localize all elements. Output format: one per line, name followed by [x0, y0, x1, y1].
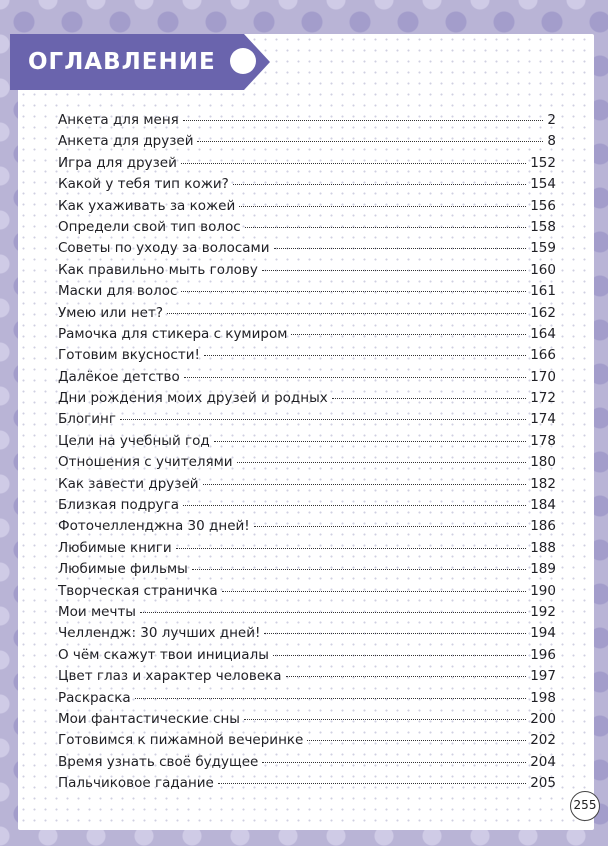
toc-item-page: 154	[530, 176, 556, 193]
toc-item[interactable]	[58, 390, 556, 411]
toc-item-title: Блогинг	[58, 411, 116, 428]
toc-item[interactable]	[58, 732, 556, 753]
toc-item-page: 194	[530, 625, 556, 642]
toc-item-page: 170	[530, 368, 556, 385]
toc-dot-leader	[262, 270, 526, 271]
toc-dot-leader	[183, 505, 526, 506]
toc-item-title: О чём скажут твои инициалы	[58, 646, 269, 663]
toc-item-page: 190	[530, 582, 556, 599]
toc-item-page: 164	[530, 325, 556, 342]
toc-item[interactable]	[58, 219, 556, 240]
toc-item-page: 152	[530, 154, 556, 171]
toc-dot-leader	[218, 783, 526, 784]
toc-item-page: 202	[530, 732, 556, 749]
toc-dot-leader	[264, 633, 526, 634]
toc-item[interactable]	[58, 411, 556, 432]
toc-dot-leader	[237, 462, 527, 463]
toc-item[interactable]	[58, 454, 556, 475]
toc-item-title: Анкета для меня	[58, 112, 179, 128]
toc-item-title: Челлендж: 30 лучших дней!	[58, 625, 261, 642]
toc-item[interactable]	[58, 347, 556, 368]
toc-item-page: 156	[530, 197, 556, 214]
toc-item-page: 204	[530, 753, 556, 770]
toc-dot-leader	[183, 120, 544, 121]
toc-item-page: 2	[547, 112, 556, 128]
toc-item-title: Любимые фильмы	[58, 561, 188, 578]
toc-item[interactable]	[58, 690, 556, 711]
toc-item-page: 159	[530, 240, 556, 257]
toc-item-page: 184	[530, 497, 556, 514]
toc-item-title: Как ухаживать за кожей	[58, 197, 236, 214]
toc-item-page: 189	[530, 561, 556, 578]
toc-dot-leader	[273, 655, 526, 656]
toc-dot-leader	[222, 591, 527, 592]
page-number-badge: 255	[570, 791, 600, 821]
toc-item-page: 197	[530, 668, 556, 685]
toc-item-title: Любимые книги	[58, 539, 172, 556]
toc-item-page: 186	[530, 518, 556, 535]
toc-item-title: Мои мечты	[58, 603, 136, 620]
toc-dot-leader	[239, 206, 526, 207]
toc-item[interactable]	[58, 754, 556, 775]
toc-item-title: Умею или нет?	[58, 304, 164, 321]
toc-item[interactable]	[58, 283, 556, 304]
toc-item-page: 180	[530, 454, 556, 471]
toc-item-page: 8	[547, 133, 556, 150]
toc-item-page: 196	[530, 646, 556, 663]
toc-item-page: 166	[530, 347, 556, 364]
toc-item-page: 178	[530, 432, 556, 449]
toc-item-title: Раскраска	[58, 689, 131, 706]
toc-item-title: Дни рождения моих друзей и родных	[58, 390, 328, 407]
toc-dot-leader	[203, 484, 527, 485]
toc-item-title: Цвет глаз и характер человека	[58, 668, 282, 685]
toc-dot-leader	[332, 398, 526, 399]
toc-item[interactable]	[58, 133, 556, 154]
toc-dot-leader	[176, 548, 527, 549]
toc-item-title: Мои фантастические сны	[58, 710, 240, 727]
toc-item-page: 205	[530, 775, 556, 792]
banner-dot-icon	[230, 48, 256, 74]
toc-dot-leader	[274, 248, 527, 249]
toc-item-title: Маски для волос	[58, 283, 178, 300]
toc-dot-leader	[286, 676, 527, 677]
toc-item-title: Готовимся к пижамной вечеринке	[58, 732, 304, 749]
toc-item[interactable]	[58, 647, 556, 668]
toc-item-title: Как завести друзей	[58, 475, 199, 492]
toc-item[interactable]	[58, 604, 556, 625]
toc-item[interactable]	[58, 583, 556, 604]
toc-item-title: Цели на учебный год	[58, 432, 210, 449]
toc-item[interactable]	[58, 198, 556, 219]
toc-item[interactable]	[58, 625, 556, 646]
toc-item-title: Советы по уходу за волосами	[58, 240, 270, 257]
toc-dot-leader	[291, 334, 526, 335]
toc-item-title: Фоточелленджна 30 дней!	[58, 518, 250, 535]
toc-item[interactable]	[58, 176, 556, 197]
toc-item-page: 200	[530, 710, 556, 727]
toc-item-page: 192	[530, 603, 556, 620]
toc-item-title: Игра для друзей	[58, 154, 177, 171]
toc-item-title: Далёкое детство	[58, 368, 180, 385]
toc-item-title: Близкая подруга	[58, 497, 180, 514]
toc-dot-leader	[192, 569, 526, 570]
toc-item[interactable]	[58, 240, 556, 261]
toc-dot-leader	[181, 163, 526, 164]
toc-dot-leader	[244, 719, 526, 720]
toc-item[interactable]	[58, 326, 556, 347]
toc-item[interactable]	[58, 305, 556, 326]
toc-item[interactable]	[58, 518, 556, 539]
toc-item-page: 158	[530, 218, 556, 235]
toc-item[interactable]	[58, 155, 556, 176]
toc-item[interactable]	[58, 476, 556, 497]
toc-dot-leader	[233, 184, 526, 185]
toc-dot-leader	[184, 377, 526, 378]
toc-item-page: 198	[530, 689, 556, 706]
toc-item-page: 162	[530, 304, 556, 321]
toc-item-title: Творческая страничка	[58, 582, 218, 599]
toc-dot-leader	[140, 612, 526, 613]
toc-item-title: Анкета для друзей	[58, 133, 194, 150]
toc-item-title: Время узнать своё будущее	[58, 753, 259, 770]
toc-item-page: 172	[530, 390, 556, 407]
toc-item[interactable]	[58, 262, 556, 283]
toc-dot-leader	[214, 441, 527, 442]
toc-dot-leader	[181, 291, 526, 292]
toc-dot-leader	[204, 355, 526, 356]
toc-item-title: Определи свой тип волос	[58, 218, 241, 235]
toc-item[interactable]	[58, 668, 556, 689]
toc-dot-leader	[167, 313, 526, 314]
toc-item-title: Готовим вкусности!	[58, 347, 200, 364]
toc-dot-leader	[254, 526, 527, 527]
toc-item-page: 182	[530, 475, 556, 492]
toc-item[interactable]	[58, 497, 556, 518]
toc-item-page: 160	[530, 261, 556, 278]
toc-item[interactable]	[58, 540, 556, 561]
toc-item-title: Какой у тебя тип кожи?	[58, 176, 229, 193]
toc-item-page: 188	[530, 539, 556, 556]
page-title: ОГЛАВЛЕНИЕ	[28, 49, 216, 75]
toc-item-title: Как правильно мыть голову	[58, 261, 258, 278]
toc-dot-leader	[120, 419, 526, 420]
toc-dot-leader	[262, 762, 526, 763]
toc-dot-leader	[135, 698, 527, 699]
toc-item[interactable]	[58, 711, 556, 732]
toc-dot-leader	[307, 740, 526, 741]
toc-dot-leader	[245, 227, 527, 228]
toc-item-title: Отношения с учителями	[58, 454, 233, 471]
toc-item[interactable]	[58, 369, 556, 390]
table-of-contents	[58, 112, 556, 797]
toc-dot-leader	[197, 141, 543, 142]
toc-item-page: 174	[530, 411, 556, 428]
toc-item[interactable]	[58, 561, 556, 582]
toc-item[interactable]	[58, 775, 556, 796]
toc-item[interactable]	[58, 433, 556, 454]
toc-item-page: 161	[530, 283, 556, 300]
toc-item-title: Пальчиковое гадание	[58, 775, 214, 792]
toc-item-title: Рамочка для стикера с кумиром	[58, 325, 288, 342]
toc-item[interactable]	[58, 112, 556, 133]
